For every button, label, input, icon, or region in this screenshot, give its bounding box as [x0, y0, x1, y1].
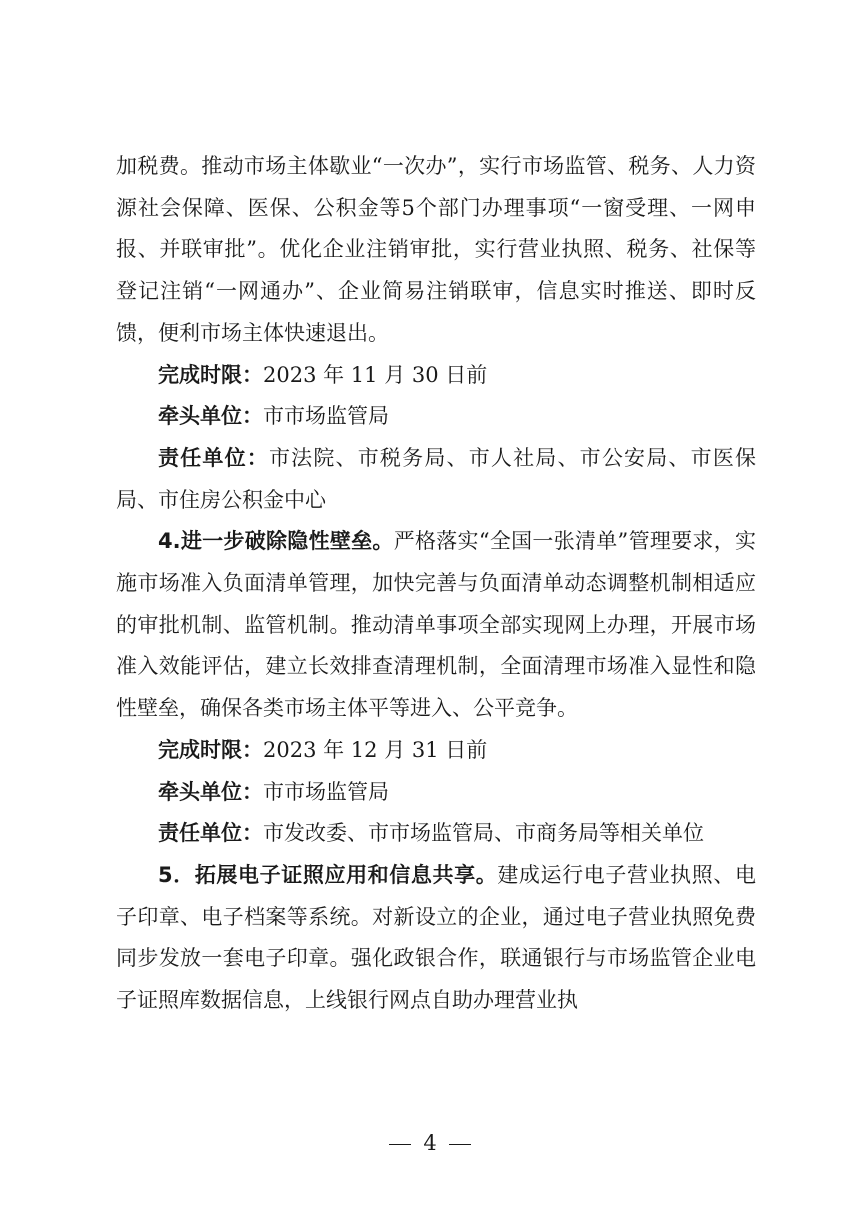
resp-label: 责任单位： — [158, 445, 269, 470]
item5-heading: 5．拓展电子证照应用和信息共享。 — [158, 862, 498, 887]
item3-responsible-units — [116, 438, 756, 521]
page-number: 4 — [423, 1131, 437, 1155]
resp-label: 责任单位： — [158, 821, 263, 846]
item4-paragraph — [116, 521, 756, 730]
item5-paragraph — [116, 855, 756, 1022]
item4-responsible-units — [116, 813, 756, 855]
footer-dash-right — [449, 1144, 471, 1145]
item3-lead-unit — [116, 396, 756, 438]
page-footer — [0, 1128, 860, 1158]
item4-body: 严格落实“全国一张清单”管理要求，实施市场准入负面清单管理，加快完善与负面清单动态调整机制相适应的审批机制、监管机制。推动清单事项全部实现网上办理，开展市场准入效能评估，建立长效排查清理机制，全面清理市场准入显性和隐性壁垒，确保各类市场主体平等进入、公平竞争。 — [116, 529, 756, 721]
item5-body: 建成运行电子营业执照、电子印章、电子档案等系统。对新设立的企业，通过电子营业执照免费同步发放一套电子印章。强化政银合作，联通银行与市场监管企业电子证照库数据信息，上线银行网点自助办理营业执 — [116, 862, 756, 1013]
lead-value: 市市场监管局 — [263, 404, 389, 429]
deadline-label: 完成时限： — [158, 362, 263, 387]
deadline-value: 2023 年 12 月 31 日前 — [263, 737, 488, 762]
item4-deadline — [116, 730, 756, 772]
resp-value: 市法院、市税务局、市人社局、市公安局、市医保局、市住房公积金中心 — [116, 445, 757, 512]
lead-value: 市市场监管局 — [263, 779, 389, 804]
footer-dash-left — [389, 1144, 411, 1145]
item4-lead-unit — [116, 772, 756, 814]
document-body — [116, 146, 756, 1022]
intro-paragraph: 加税费。推动市场主体歇业“一次办”，实行市场监管、税务、人力资源社会保障、医保、公积金等5个部门办理事项“一窗受理、一网申报、并联审批”。优化企业注销审批，实行营业执照、税务、社保等登记注销“一网通办”、企业简易注销联审，信息实时推送、即时反馈，便利市场主体快速退出。 — [116, 154, 756, 345]
deadline-label: 完成时限： — [158, 737, 263, 762]
lead-label: 牵头单位： — [158, 779, 263, 804]
item3-deadline — [116, 355, 756, 397]
item4-heading: 4.进一步破除隐性壁垒。 — [158, 529, 394, 554]
deadline-value: 2023 年 11 月 30 日前 — [263, 362, 488, 387]
resp-value: 市发改委、市市场监管局、市商务局等相关单位 — [263, 821, 704, 846]
lead-label: 牵头单位： — [158, 404, 263, 429]
